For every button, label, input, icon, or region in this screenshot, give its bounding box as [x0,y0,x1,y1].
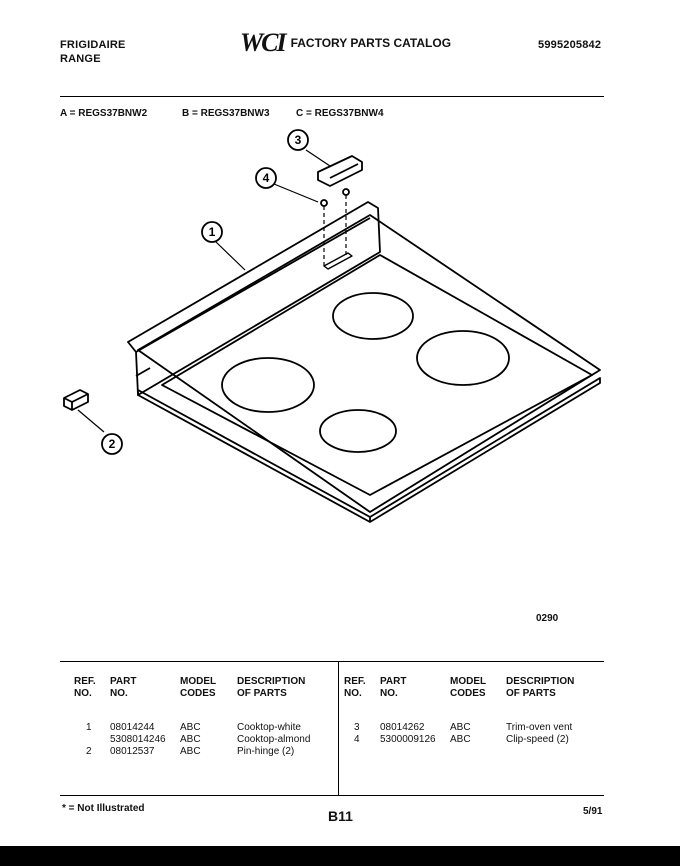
rows-left [74,722,336,758]
parts-table-right [344,676,602,746]
trim-oven-vent [318,156,362,186]
cooktop-outline [138,215,600,512]
callout-4: 4 [262,171,270,185]
callout-2: 2 [108,437,116,451]
burner-opening-front [320,410,396,452]
col-desc: DESCRIPTION OF PARTS [506,676,575,699]
catalog-header [240,28,451,58]
table-bottom-rule [60,795,604,796]
model-a: A = REGS37BNW2 [60,108,148,119]
leader-3 [306,150,330,166]
table-row: 1 08014244 ABC Cooktop-white [86,722,301,733]
parts-table-left [74,676,336,758]
burner-opening-back-left [333,293,413,339]
page-number: B11 [328,808,353,824]
col-model: MODEL CODES [450,676,487,699]
model-b: B = REGS37BNW3 [182,108,270,119]
leader-2 [78,410,104,432]
speed-clip-right [343,189,349,195]
burner-opening-left [222,358,314,412]
product-label: RANGE [60,53,101,65]
wci-logo: WCI [240,28,285,57]
scan-border [0,846,680,866]
speed-clip-left [321,200,327,206]
catalog-number: 5995205842 [538,39,602,51]
table-header-right [344,676,602,700]
leader-4 [274,184,318,202]
callout-3: 3 [294,133,302,147]
footnote: * = Not Illustrated [62,803,145,814]
col-ref: REF. NO. [74,676,96,699]
col-ref: REF. NO. [344,676,366,699]
rows-right [344,722,602,746]
callout-1: 1 [208,225,216,239]
vent-slot [324,253,352,269]
cooktop-exploded-diagram [40,120,640,540]
brand-label: FRIGIDAIRE [60,39,126,51]
col-model: MODEL CODES [180,676,217,699]
table-row: 3 08014262 ABC Trim-oven vent [354,722,573,733]
table-row: 2 08012537 ABC Pin-hinge (2) [86,746,295,757]
col-desc: DESCRIPTION OF PARTS [237,676,306,699]
cooktop-front-edge [138,390,370,522]
col-part: PART NO. [380,676,407,699]
table-top-rule [60,661,604,662]
table-row: 4 5300009126 ABC Clip-speed (2) [354,734,569,745]
burner-opening-right [417,331,509,385]
revision-date: 5/91 [583,806,603,817]
cooktop-right-edge [370,378,600,522]
leader-1 [216,242,245,270]
table-row: 5308014246 ABC Cooktop-almond [110,734,311,745]
cooktop-inner [162,255,592,495]
table-header-left [74,676,336,700]
table-divider [338,661,339,795]
header-rule [60,96,604,97]
catalog-title: FACTORY PARTS CATALOG [290,36,452,50]
col-part: PART NO. [110,676,137,699]
figure-code: 0290 [536,613,559,624]
model-c: C = REGS37BNW4 [296,108,384,119]
